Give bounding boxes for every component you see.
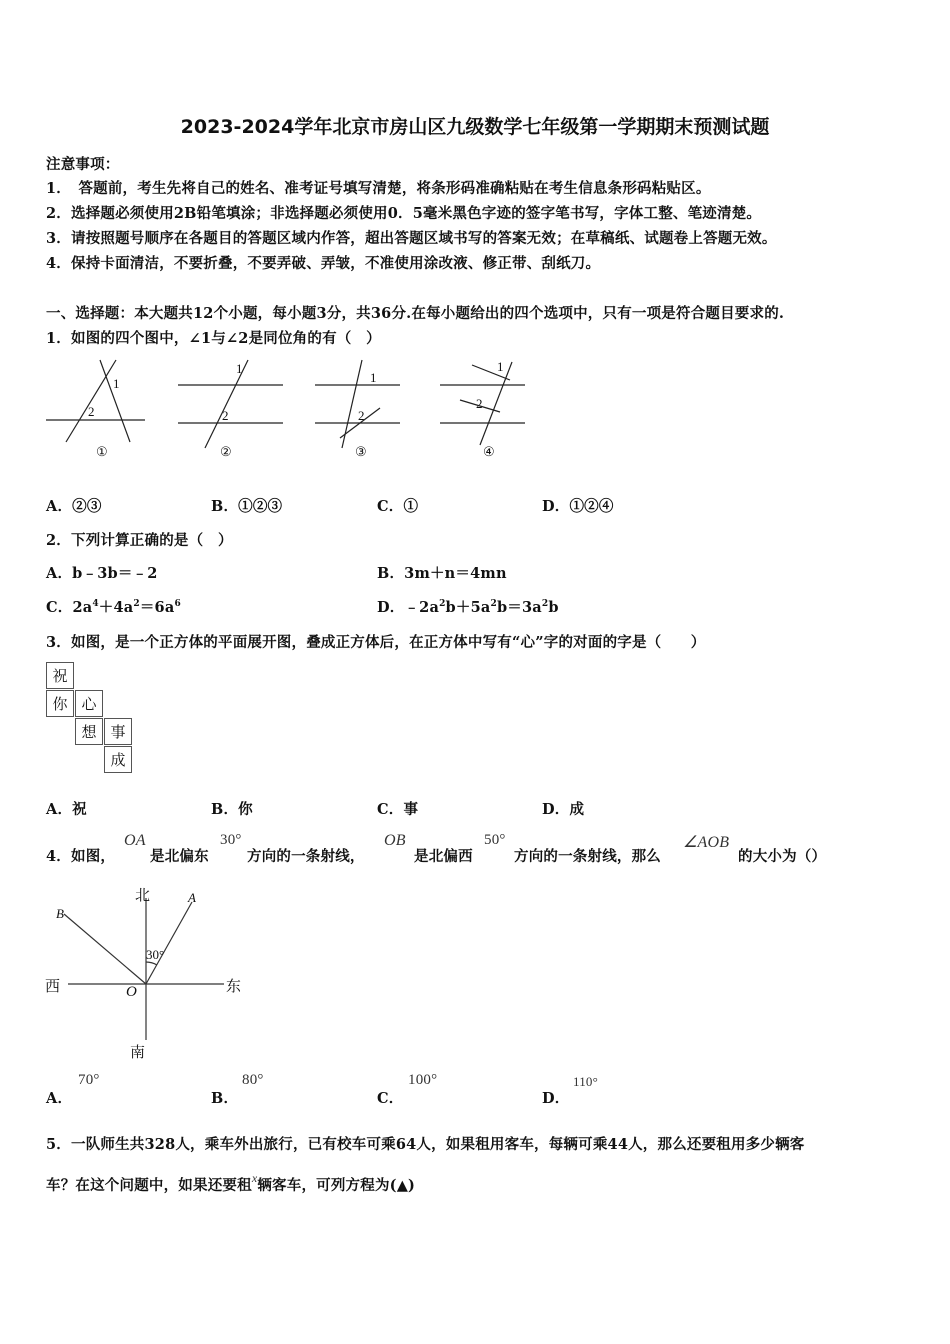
- net-cell: 心: [75, 690, 103, 717]
- q4-option-c-letter: C．: [377, 1090, 404, 1107]
- net-cell: 成: [104, 746, 132, 773]
- q4-p4: 是北偏西: [414, 848, 473, 865]
- q1-fig4-angle1: 1: [497, 359, 504, 374]
- q4-option-d-value: 110°: [573, 1074, 599, 1089]
- q1-fig3-angle2: 2: [358, 408, 365, 423]
- compass-south: 南: [130, 1045, 146, 1061]
- q2-option-c: C．$2a^4+4a^2=6a^6$: [46, 599, 181, 616]
- q4-p2: 是北偏东: [150, 848, 209, 865]
- notice-item-4: 4．保持卡面清洁，不要折叠，不要弄破、弄皱，不准使用涂改液、修正带、刮纸刀。: [46, 255, 601, 272]
- q1-fig2-angle1: 1: [236, 361, 243, 376]
- q4-option-c-value: 100°: [408, 1072, 438, 1088]
- net-cell: 祝: [46, 662, 74, 689]
- q4-aob: ∠AOB: [683, 834, 730, 851]
- q4-ob: OB: [384, 832, 406, 849]
- q1-fig2-angle2: 2: [222, 408, 229, 423]
- q1-fig4-angle2: 2: [476, 396, 483, 411]
- q5-variable-x: x: [251, 1171, 258, 1185]
- q4-option-b-value: 80°: [242, 1072, 264, 1088]
- q3-option-a: A．祝: [46, 801, 87, 818]
- section-heading: 一、选择题：本大题共12个小题，每小题3分，共36分.在每小题给出的四个选项中，只有一项是符合题目要求的.: [46, 305, 785, 322]
- notice-item-2: 2．选择题必须使用2B铅笔填涂；非选择题必须使用0．5毫米黑色字迹的签字笔书写，字体工整、笔迹清楚。: [46, 205, 762, 222]
- q2-option-b: B．3m＋n＝4mn: [377, 565, 507, 582]
- q4-option-a-value: 70°: [78, 1072, 100, 1088]
- q5-line2: 车？在这个问题中，如果还要租$^x$辆客车，可列方程为(▲): [46, 1171, 416, 1194]
- q2-stem: 2．下列计算正确的是（ ）: [46, 532, 233, 549]
- angle-30-label: 30°: [146, 947, 165, 962]
- net-cell: 你: [46, 690, 74, 717]
- net-cell: 事: [104, 718, 132, 745]
- q4-p5: 方向的一条射线，那么: [514, 848, 661, 865]
- q4-p1: 4．如图，: [46, 848, 116, 865]
- q1-option-b: B．①②③: [211, 498, 283, 515]
- q1-fig2-label: ②: [220, 444, 232, 459]
- q4-compass-figure: [40, 880, 280, 1060]
- q1-option-c: C．①: [377, 498, 419, 515]
- q4-oa: OA: [124, 832, 146, 849]
- q1-option-d: D．①②④: [542, 498, 614, 515]
- notice-item-3: 3．请按照题号顺序在各题目的答题区域内作答，超出答题区域书写的答案无效；在草稿纸、试题卷上答题无效。: [46, 230, 777, 247]
- origin-o-label: O: [126, 984, 137, 1000]
- q1-stem: 1．如图的四个图中，∠1与∠2是同位角的有（ ）: [46, 330, 381, 347]
- q1-fig3-label: ③: [355, 444, 367, 459]
- q2-option-a: A．b﹣3b＝﹣2: [46, 565, 158, 582]
- compass-east: 东: [226, 979, 242, 995]
- q3-stem: 3．如图，是一个正方体的平面展开图，叠成正方体后，在正方体中写有“心”字的对面的字是（ ）: [46, 634, 706, 651]
- net-cell: 想: [75, 718, 103, 745]
- notice-heading: 注意事项：: [46, 156, 120, 173]
- ray-b-label: B: [56, 906, 64, 921]
- compass-west: 西: [45, 979, 61, 995]
- q4-option-b-letter: B．: [211, 1090, 239, 1107]
- q4-option-d-letter: D．: [542, 1090, 570, 1107]
- notice-item-1: 1． 答题前，考生先将自己的姓名、准考证号填写清楚，将条形码准确粘贴在考生信息条形码粘贴区。: [46, 180, 711, 197]
- q4-p6: 的大小为（）: [738, 848, 827, 865]
- q3-option-c: C．事: [377, 801, 419, 818]
- q3-option-d: D．成: [542, 801, 585, 818]
- q2-option-d: D．$﹣2a^2b+5a^2b=3a^2b$: [377, 599, 559, 616]
- q4-deg50: 50°: [484, 832, 506, 848]
- q1-fig3-angle1: 1: [370, 370, 377, 385]
- q1-fig4-label: ④: [483, 444, 495, 459]
- q1-fig1-angle1: 1: [113, 376, 120, 391]
- q1-fig1-angle2: 2: [88, 404, 95, 419]
- compass-north: 北: [135, 888, 151, 904]
- ray-a-label: A: [188, 890, 196, 905]
- q1-option-a: A．②③: [46, 498, 102, 515]
- q1-fig1-label: ①: [96, 444, 108, 459]
- q5-line1: 5．一队师生共328人，乘车外出旅行，已有校车可乘64人，如果租用客车，每辆可乘44人，那么还要租用多少辆客: [46, 1136, 805, 1153]
- page-title: 2023-2024学年北京市房山区九级数学七年级第一学期期末预测试题: [180, 116, 770, 138]
- q3-option-b: B．你: [211, 801, 253, 818]
- q4-p3: 方向的一条射线，: [247, 848, 365, 865]
- q4-deg30: 30°: [220, 832, 242, 848]
- q4-option-a-letter: A．: [46, 1090, 73, 1107]
